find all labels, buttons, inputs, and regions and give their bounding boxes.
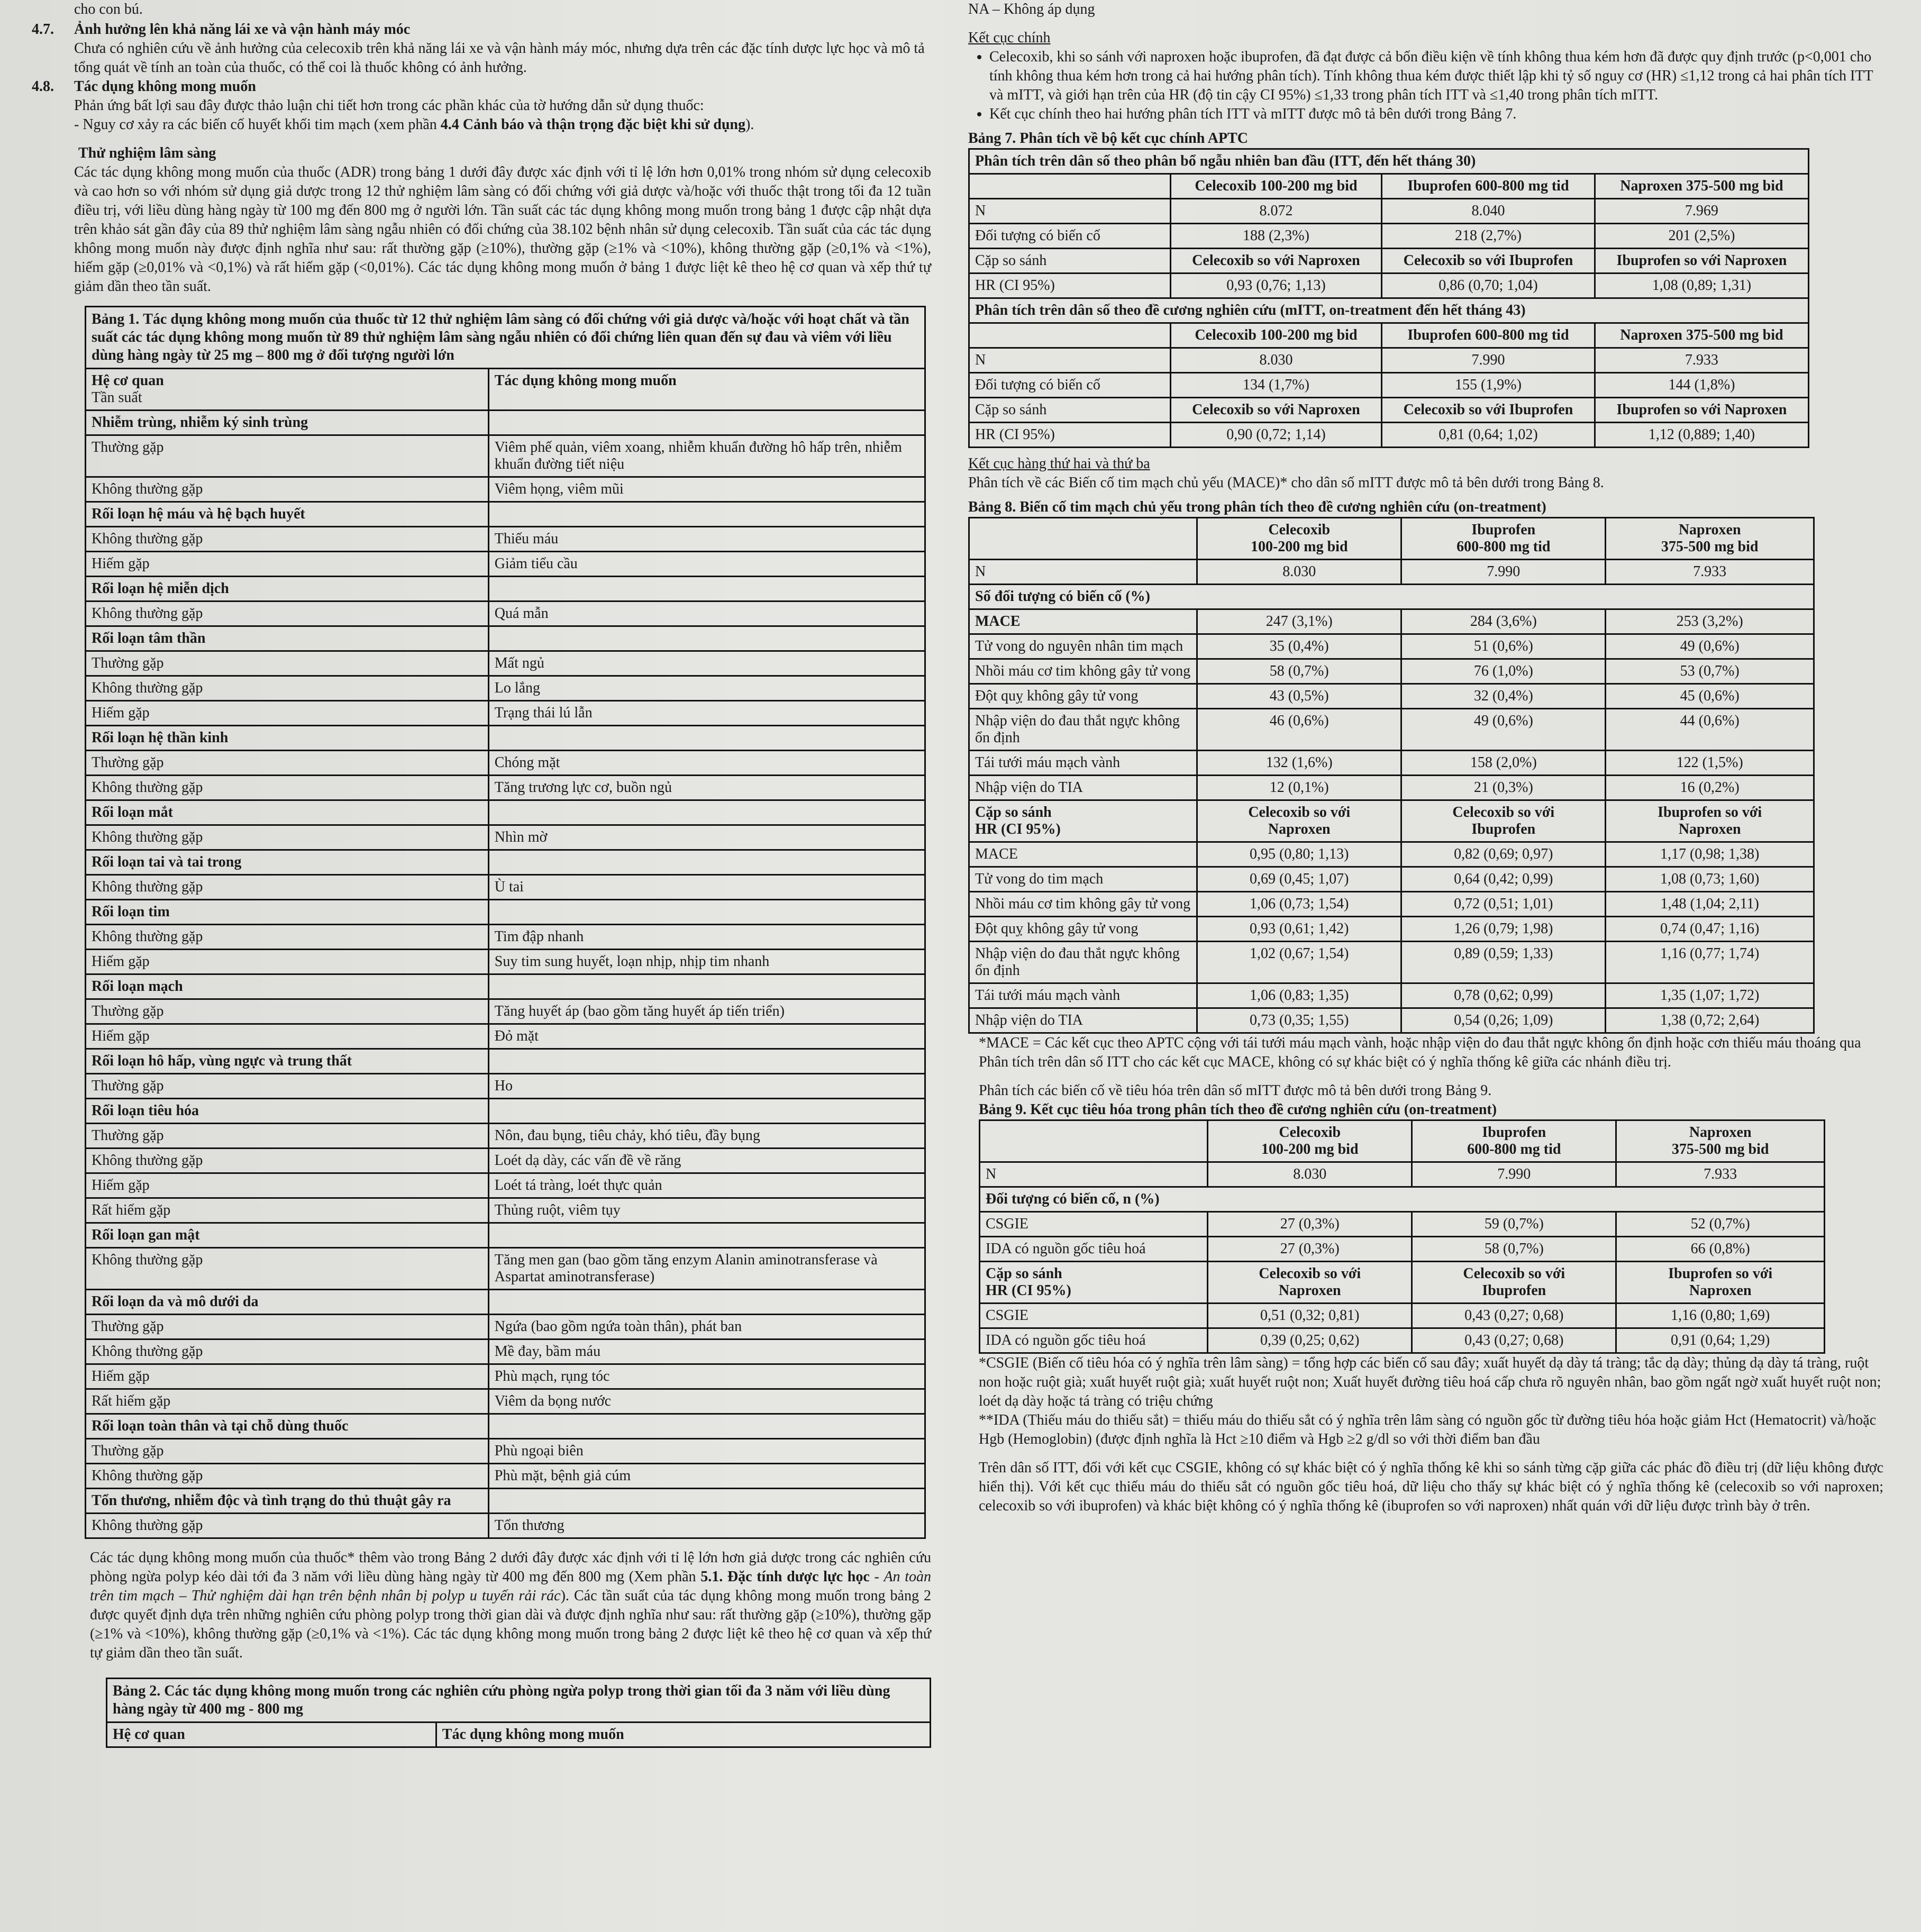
right-column	[968, 0, 1883, 1516]
table-row: Không thường gặp Tăng trương lực cơ, buồn ngủ	[86, 776, 925, 800]
table-row: Nhập viện do đau thắt ngực không ổn định 1,02 (0,67; 1,54) 0,89 (0,59; 1,33) 1,16 (0,77; 1,74)	[969, 942, 1814, 983]
table-row: Nhập viện do TIA 0,73 (0,35; 1,55) 0,54 (0,26; 1,09) 1,38 (0,72; 2,64)	[969, 1008, 1814, 1033]
table-row: Thường gặp Viêm phế quản, viêm xoang, nhiễm khuẩn đường hô hấp trên, nhiễm khuẩn đường tiết niệu	[86, 435, 925, 477]
table-row: Không thường gặp Thiếu máu	[86, 527, 925, 552]
table-caption-lead: Bảng 1.	[92, 311, 140, 327]
table-row: Tái tưới máu mạch vành 1,06 (0,83; 1,35) 0,78 (0,62; 0,99) 1,35 (1,07; 1,72)	[969, 983, 1814, 1008]
table-row: Đột quỵ không gây tử vong 43 (0,5%) 32 (0,4%) 45 (0,6%)	[969, 684, 1814, 709]
list-item: • Celecoxib, khi so sánh với naproxen hoặc ibuprofen, đã đạt được cả bốn điều kiện về tính không thua kém hơn đã được quy định trước (p<0,001 cho tính không thua kém hơn trong cả hai hướng phân tích). Tính không thua kém được thiết lập khi tỷ số nguy cơ (HR) ≤1,12 trong cả hai phân tích ITT và mITT, và giới hạn trên của HR (độ tin cậy CI 95%) ≤1,33 trong phân tích ITT và ≤1,40 trong phân tích mITT.	[989, 48, 1883, 105]
table-row: Tái tưới máu mạch vành 132 (1,6%) 158 (2,0%) 122 (1,5%)	[969, 751, 1814, 776]
table-section-row: Rối loạn mắt	[86, 800, 925, 825]
table-row: Rất hiếm gặp Thủng ruột, viêm tụy	[86, 1198, 925, 1223]
top-line: cho con bú.	[74, 1, 143, 17]
table-row: CSGIE 0,51 (0,32; 0,81) 0,43 (0,27; 0,68) 1,16 (0,80; 1,69)	[980, 1304, 1825, 1328]
table-row: Thường gặp Nôn, đau bụng, tiêu chảy, khó tiêu, đầy bụng	[86, 1124, 925, 1149]
table-row: Thường gặp Chóng mặt	[86, 751, 925, 776]
table-row: Hiếm gặp Phù mạch, rụng tóc	[86, 1364, 925, 1389]
subsection-title: Thử nghiệm lâm sàng	[78, 145, 216, 161]
table-row: Không thường gặp Loét dạ dày, các vấn đề về răng	[86, 1149, 925, 1173]
table-row: Hiếm gặp Giảm tiểu cầu	[86, 552, 925, 577]
table-header: Tác dụng không mong muốn	[488, 369, 925, 411]
footnote: **IDA (Thiếu máu do thiếu sắt) = thiếu máu do thiếu sắt có ý nghĩa trên lâm sàng có nguồn gốc từ đường tiêu hóa hoặc giảm Hct (Hematocrit) và/hoặc Hgb (Hemoglobin) (được định nghĩa là Hct ≥10 điểm và Hgb ≥2 g/dl so với thời điểm ban đầu	[979, 1412, 1877, 1447]
table-row: Không thường gặp Tim đập nhanh	[86, 925, 925, 950]
table-section-row: Rối loạn tâm thần	[86, 626, 925, 651]
table-header: Hệ cơ quan	[92, 372, 164, 389]
table-row: Nhập viện do TIA 12 (0,1%) 21 (0,3%) 16 (0,2%)	[969, 776, 1814, 800]
table-caption: Bảng 9. Kết cục tiêu hóa trong phân tích theo đề cương nghiên cứu (on-treatment)	[979, 1101, 1497, 1118]
table-row: Không thường gặp Phù mặt, bệnh giả cúm	[86, 1464, 925, 1489]
section-body: - Nguy cơ xảy ra các biến cố huyết khối tim mạch (xem phần 4.4 Cảnh báo và thận trọng đặc biệt khi sử dụng).	[74, 116, 754, 133]
table-1: Bảng 1. Tác dụng không mong muốn của thuốc từ 12 thử nghiệm lâm sàng có đối chứng với giả dược và/hoặc với hoạt chất và tần suất các tác dụng không mong muốn từ 89 thử nghiệm lâm sàng ngẫu nhiên có đối chứng liên quan đến sự đau và viêm với liều dùng hàng ngày từ 25 mg – 800 mg ở đối tượng người lớn Hệ cơ quan Tần suất Tác dụng không mong muốn Nhiễm trùng, nhiễm ký sinh trùng Thường gặp Viêm phế quản, viêm xoang, nhiễm khuẩn đường hô hấp trên, nhiễm khuẩn đường tiết niệu Không thường gặp Viêm họng, viêm mũi Rối loạn hệ máu và hệ bạch huyết Không thường gặp Thiếu máu Hiếm gặp Giảm tiểu cầu Rối loạn hệ miễn dịch Không thường gặp Quá mẫn Rối loạn tâm thần Thường gặp Mất ngủ Không thường gặp Lo lắng Hiếm gặp Trạng thái lú lẫn Rối loạn hệ thần kinh Thường gặp Chóng mặt Không thường gặp Tăng trương lực cơ, buồn ngủ Rối loạn mắt Không thường gặp Nhìn mờ Rối loạn tai và tai trong Không thường gặp Ù tai Rối loạn tim Không thường gặp Tim đập nhanh Hiếm gặp Suy tim sung huyết, loạn nhịp, nhịp tim nhanh Rối loạn mạch Thường gặp Tăng huyết áp (bao gồm tăng huyết áp tiến triển) Hiếm gặp Đỏ mặt Rối loạn hô hấp, vùng ngực và trung thất Thường gặp Ho Rối loạn tiêu hóa Thường gặp Nôn, đau bụng, tiêu chảy, khó tiêu, đầy bụng Không thường gặp Loét dạ dày, các vấn đề về răng Hiếm gặp Loét tá tràng, loét thực quản Rất hiếm gặp Thủng ruột, viêm tụy Rối loạn gan mật Không thường gặp Tăng men gan (bao gồm tăng enzym Alanin aminotransferase và Aspartat aminotransferase) Rối loạn da và mô dưới da Thường gặp Ngứa (bao gồm ngứa toàn thân), phát ban Không thường gặp Mề đay, bầm máu Hiếm gặp Phù mạch, rụng tóc Rất hiếm gặp Viêm da bọng nước Rối loạn toàn thân và tại chỗ dùng thuốc Thường gặp Phù ngoại biên Không thường gặp Phù mặt, bệnh giả cúm Tổn thương, nhiễm độc và tình trạng do thủ thuật gây ra Không thường gặp Tổn thương	[85, 306, 926, 1539]
table-section-row: Rối loạn tai và tai trong	[86, 850, 925, 875]
table-section-row: Rối loạn gan mật	[86, 1223, 925, 1248]
table-row: Tử vong do nguyên nhân tim mạch 35 (0,4%) 51 (0,6%) 49 (0,6%)	[969, 634, 1814, 659]
table-row: Nhập viện do đau thắt ngực không ổn định 46 (0,6%) 49 (0,6%) 44 (0,6%)	[969, 709, 1814, 751]
table-row: Không thường gặp Lo lắng	[86, 676, 925, 701]
section-title: Tác dụng không mong muốn	[74, 78, 256, 95]
table-section-row: Rối loạn tiêu hóa	[86, 1099, 925, 1124]
footnote: *MACE = Các kết cục theo APTC cộng với tái tưới máu mạch vành, hoặc nhập viện do đau thắt ngực không ổn định hoặc cơn thiếu máu thoáng qua	[979, 1035, 1861, 1051]
table-row: Hiếm gặp Loét tá tràng, loét thực quản	[86, 1173, 925, 1198]
table-row: Đột quỵ không gây tử vong 0,93 (0,61; 1,42) 1,26 (0,79; 1,98) 0,74 (0,47; 1,16)	[969, 917, 1814, 942]
table-header: Hệ cơ quan	[107, 1723, 436, 1747]
na-note: NA – Không áp dụng	[968, 1, 1095, 17]
table-row: Thường gặp Phù ngoại biên	[86, 1439, 925, 1464]
table-caption: Tác dụng không mong muốn của thuốc từ 12 thử nghiệm lâm sàng có đối chứng với giả dược và/hoặc với hoạt chất và tần suất các tác dụng không mong muốn từ 89 thử nghiệm lâm sàng ngẫu nhiên có đối chứng liên quan đến sự đau và viêm với liều dùng hàng ngày từ 25 mg – 800 mg ở đối tượng người lớn	[92, 311, 909, 363]
table-caption: Các tác dụng không mong muốn trong các nghiên cứu phòng ngừa polyp trong thời gian tối đa 3 năm với liều dùng hàng ngày từ 400 mg - 800 mg	[113, 1683, 890, 1717]
table-row: IDA có nguồn gốc tiêu hoá 27 (0,3%) 58 (0,7%) 66 (0,8%)	[980, 1237, 1825, 1262]
table-section-row: Rối loạn toàn thân và tại chỗ dùng thuốc	[86, 1414, 925, 1439]
table-section-row: Rối loạn hệ thần kinh	[86, 726, 925, 751]
footnote: Phân tích trên dân số ITT cho các kết cục MACE, không có sự khác biệt có ý nghĩa thống kê giữa các nhánh điều trị.	[979, 1054, 1671, 1070]
main-outcome-title: Kết cục chính	[968, 30, 1051, 46]
table-row: Rất hiếm gặp Viêm da bọng nước	[86, 1389, 925, 1414]
table-row: Thường gặp Tăng huyết áp (bao gồm tăng huyết áp tiến triển)	[86, 999, 925, 1024]
table-8: Celecoxib 100-200 mg bid Ibuprofen 600-800 mg tid Naproxen 375-500 mg bid N 8.030 7.990 7.933 Số đối tượng có biến cố (%) MACE 247 (3,1%) 284 (3,6%) 253 (3,2%) Tử vong do nguyên nhân tim mạch 35 (0,4%) 51 (0,6%) 49 (0,6%) Nhồi máu cơ tim không gây tử vong 58 (0,7%) 76 (1,0%) 53 (0,7%) Đột quỵ không gây tử vong 43 (0,5%) 32 (0,4%) 45 (0,6%) Nhập viện do đau thắt ngực không ổn định 46 (0,6%) 49 (0,6%) 44 (0,6%) Tái tưới máu mạch vành 132 (1,6%) 158 (2,0%) 122 (1,5%) Nhập viện do TIA 12 (0,1%) 21 (0,3%) 16 (0,2%) Cặp so sánh HR (CI 95%) Celecoxib so với Naproxen Celecoxib so với Ibuprofen Ibuprofen so với Naproxen MACE 0,95 (0,80; 1,13) 0,82 (0,69; 0,97) 1,17 (0,98; 1,38) Tử vong do tim mạch 0,69 (0,45; 1,07) 0,64 (0,42; 0,99) 1,08 (0,73; 1,60) Nhồi máu cơ tim không gây tử vong 1,06 (0,73; 1,54) 0,72 (0,51; 1,01) 1,48 (1,04; 2,11) Đột quỵ không gây tử vong 0,93 (0,61; 1,42) 1,26 (0,79; 1,98) 0,74 (0,47; 1,16) Nhập viện do đau thắt ngực không ổn định 1,02 (0,67; 1,54) 0,89 (0,59; 1,33) 1,16 (0,77; 1,74) Tái tưới máu mạch vành 1,06 (0,83; 1,35) 0,78 (0,62; 0,99) 1,35 (1,07; 1,72) Nhập viện do TIA 0,73 (0,35; 1,55) 0,54 (0,26; 1,09) 1,38 (0,72; 2,64)	[968, 517, 1815, 1034]
list-item: • Kết cục chính theo hai hướng phân tích ITT và mITT được mô tả bên dưới trong Bảng 7.	[989, 105, 1883, 124]
secondary-body: Phân tích về các Biến cố tim mạch chủ yếu (MACE)* cho dân số mITT được mô tả bên dưới trong Bảng 8.	[968, 475, 1604, 491]
table-row: Tử vong do tim mạch 0,69 (0,45; 1,07) 0,64 (0,42; 0,99) 1,08 (0,73; 1,60)	[969, 867, 1814, 892]
table-section-row: Rối loạn hệ miễn dịch	[86, 577, 925, 602]
table-row: Thường gặp Ngứa (bao gồm ngứa toàn thân), phát ban	[86, 1315, 925, 1339]
table-2: Bảng 2. Các tác dụng không mong muốn trong các nghiên cứu phòng ngừa polyp trong thời gian tối đa 3 năm với liều dùng hàng ngày từ 400 mg - 800 mg Hệ cơ quan Tác dụng không mong muốn	[106, 1678, 931, 1748]
table-row: Hiếm gặp Đỏ mặt	[86, 1024, 925, 1049]
table-row: Thường gặp Mất ngủ	[86, 651, 925, 676]
table-section-row: Rối loạn hô hấp, vùng ngực và trung thất	[86, 1049, 925, 1074]
table-row: Không thường gặp Nhìn mờ	[86, 825, 925, 850]
table-row: Thường gặp Ho	[86, 1074, 925, 1099]
table-section-row: Rối loạn mạch	[86, 974, 925, 999]
section-body: Chưa có nghiên cứu về ảnh hưởng của celecoxib trên khả năng lái xe và vận hành máy móc, nhưng dựa trên các đặc tính dược lực học và mô tả tổng quát về tính an toàn của thuốc, có thể coi là thuốc không có ảnh hưởng.	[74, 40, 925, 76]
table-row: Không thường gặp Tăng men gan (bao gồm tăng enzym Alanin aminotransferase và Aspartat aminotransferase)	[86, 1248, 925, 1290]
final-paragraph: Trên dân số ITT, đối với kết cục CSGIE, không có sự khác biệt có ý nghĩa thống kê khi so sánh từng cặp giữa các phác đồ điều trị (dữ liệu không được hiển thị). Với kết cục thiếu máu do thiếu sắt có nguồn gốc tiêu hoá, dữ liệu cho thấy sự khác biệt có ý nghĩa thống kê (celecoxib so với naproxen; celecoxib so với ibuprofen) và khác biệt không có ý nghĩa thống kê (ibuprofen so với naproxen) nhất quán với dữ liệu được trình bày ở trên.	[979, 1460, 1883, 1514]
table-row: MACE 0,95 (0,80; 1,13) 0,82 (0,69; 0,97) 1,17 (0,98; 1,38)	[969, 842, 1814, 867]
table-section-row: Nhiễm trùng, nhiễm ký sinh trùng	[86, 411, 925, 435]
section-number: 4.7.	[32, 21, 54, 38]
section-title: Ảnh hưởng lên khả năng lái xe và vận hành máy móc	[74, 21, 411, 38]
footnote: *CSGIE (Biến cố tiêu hóa có ý nghĩa trên lâm sàng) = tổng hợp các biến cố sau đây; xuất huyết dạ dày tá tràng; tắc dạ dày; thủng dạ dày tá tràng, ruột non hoặc ruột già; xuất huyết ruột già; xuất huyết ruột non; Xuất huyết đường tiêu hoá cấp chưa rõ nguyên nhân, bao gồm ngất ngờ xuất huyết ruột non; loét dạ dày hoặc tá tràng có triệu chứng	[979, 1355, 1881, 1409]
section-body: Phản ứng bất lợi sau đây được thảo luận chi tiết hơn trong các phần khác của tờ hướng dẫn sử dụng thuốc:	[74, 97, 704, 114]
table-9: Celecoxib 100-200 mg bid Ibuprofen 600-800 mg tid Naproxen 375-500 mg bid N 8.030 7.990 7.933 Đối tượng có biến cố, n (%) CSGIE 27 (0,3%) 59 (0,7%) 52 (0,7%) IDA có nguồn gốc tiêu hoá 27 (0,3%) 58 (0,7%) 66 (0,8%) Cặp so sánh HR (CI 95%) Celecoxib so với Naproxen Celecoxib so với Ibuprofen Ibuprofen so với Naproxen CSGIE 0,51 (0,32; 0,81) 0,43 (0,27; 0,68) 1,16 (0,80; 1,69) IDA có nguồn gốc tiêu hoá 0,39 (0,25; 0,62) 0,43 (0,27; 0,68) 0,91 (0,64; 1,29)	[979, 1119, 1825, 1354]
secondary-title: Kết cục hàng thứ hai và thứ ba	[968, 455, 1150, 472]
table-section-row: Rối loạn da và mô dưới da	[86, 1290, 925, 1315]
trials-paragraph: Các tác dụng không mong muốn của thuốc (ADR) trong bảng 1 dưới đây được xác định với tỉ lệ lớn hơn 0,01% trong nhóm sử dụng celecoxib và cao hơn so với nhóm sử dụng giả dược trong 12 thử nghiệm lâm sàng có đối chứng với giả dược và/hoặc với thuốc thật trong tối đa 12 tuần điều trị, với liều dùng hàng ngày từ 100 mg đến 800 mg ở người lớn. Tần suất các tác dụng không mong muốn trong bảng 1 được cập nhật dựa trên khảo sát gần đây của 89 thử nghiệm lâm sàng ngẫu nhiên có đối chứng của 38.102 bệnh nhân sử dụng celecoxib. Tần suất của các tác dụng không mong muốn này được định nghĩa như sau: rất thường gặp (≥10%), thường gặp (≥1% và <10%), không thường gặp (≥0,1% và <1%), hiếm gặp (≥0,01% và <0,1%) và rất hiếm gặp (<0,01%). Các tác dụng không mong muốn ở bảng 1 được liệt kê theo hệ cơ quan và xếp thứ tự giảm dần theo tần suất.	[74, 164, 931, 295]
table-section-row: Rối loạn tim	[86, 900, 925, 925]
table-section-row: Tổn thương, nhiễm độc và tình trạng do thủ thuật gây ra	[86, 1489, 925, 1514]
gi-intro: Phân tích các biến cố về tiêu hóa trên dân số mITT được mô tả bên dưới trong Bảng 9.	[979, 1082, 1492, 1099]
table-row: Hiếm gặp Suy tim sung huyết, loạn nhịp, nhịp tim nhanh	[86, 950, 925, 974]
table-row: Không thường gặp Tổn thương	[86, 1514, 925, 1538]
table-row: Không thường gặp Viêm họng, viêm mũi	[86, 477, 925, 502]
table-row: Không thường gặp Ù tai	[86, 875, 925, 900]
table-caption: Bảng 7. Phân tích về bộ kết cục chính APTC	[968, 130, 1248, 147]
table-row: Nhồi máu cơ tim không gây tử vong 1,06 (0,73; 1,54) 0,72 (0,51; 1,01) 1,48 (1,04; 2,11)	[969, 892, 1814, 917]
table-row: Không thường gặp Mề đay, bầm máu	[86, 1339, 925, 1364]
table-row: IDA có nguồn gốc tiêu hoá 0,39 (0,25; 0,62) 0,43 (0,27; 0,68) 0,91 (0,64; 1,29)	[980, 1328, 1825, 1353]
table-section-row: Rối loạn hệ máu và hệ bạch huyết	[86, 502, 925, 527]
table-header: Tác dụng không mong muốn	[436, 1723, 930, 1747]
table-row: Không thường gặp Quá mẫn	[86, 602, 925, 626]
table-7: Phân tích trên dân số theo phân bổ ngẫu nhiên ban đầu (ITT, đến hết tháng 30) Celecoxib 100-200 mg bid Ibuprofen 600-800 mg tid Naproxen 375-500 mg bid N 8.072 8.040 7.969 Đối tượng có biến cố 188 (2,3%) 218 (2,7%) 201 (2,5%) Cặp so sánh Celecoxib so với Naproxen Celecoxib so với Ibuprofen Ibuprofen so với Naproxen HR (CI 95%) 0,93 (0,76; 1,13) 0,86 (0,70; 1,04) 1,08 (0,89; 1,31) Phân tích trên dân số theo đề cương nghiên cứu (mITT, on-treatment đến hết tháng 43) Celecoxib 100-200 mg bid Ibuprofen 600-800 mg tid Naproxen 375-500 mg bid N 8.030 7.990 7.933 Đối tượng có biến cố 134 (1,7%) 155 (1,9%) 144 (1,8%) Cặp so sánh Celecoxib so với Naproxen Celecoxib so với Ibuprofen Ibuprofen so với Naproxen HR (CI 95%) 0,90 (0,72; 1,14) 0,81 (0,64; 1,02) 1,12 (0,889; 1,40)	[968, 148, 1809, 448]
table-row: MACE 247 (3,1%) 284 (3,6%) 253 (3,2%)	[969, 609, 1814, 634]
left-column	[32, 0, 931, 1748]
table2-intro: Các tác dụng không mong muốn của thuốc* thêm vào trong Bảng 2 dưới đây được xác định với tỉ lệ lớn hơn giả dược trong các nghiên cứu phòng ngừa polyp kéo dài tới đa 3 năm với liều dùng hàng ngày từ 400 mg đến 800 mg (Xem phần 5.1. Đặc tính dược lực học - An toàn trên tim mạch – Thử nghiệm dài hạn trên bệnh nhân bị polyp u tuyến rải rác). Các tần suất của tác dụng không mong muốn trong bảng 2 được quyết định dựa trên những nghiên cứu phòng polyp trong thời gian dài và được định nghĩa như sau: rất thường gặp (≥10%), thường gặp (≥1% và <10%), không thường gặp (≥0,1% và <1%). Các tác dụng không mong muốn trong bảng 2 được liệt kê theo hệ cơ quan và xếp thứ tự giảm dần theo tần suất.	[90, 1550, 932, 1661]
table-caption: Bảng 8. Biến cố tim mạch chủ yếu trong phân tích theo đề cương nghiên cứu (on-treatment)	[968, 499, 1546, 515]
table-row: CSGIE 27 (0,3%) 59 (0,7%) 52 (0,7%)	[980, 1212, 1825, 1237]
table-row: Hiếm gặp Trạng thái lú lẫn	[86, 701, 925, 726]
section-number: 4.8.	[32, 78, 54, 95]
table-row: Nhồi máu cơ tim không gây tử vong 58 (0,7%) 76 (1,0%) 53 (0,7%)	[969, 659, 1814, 684]
